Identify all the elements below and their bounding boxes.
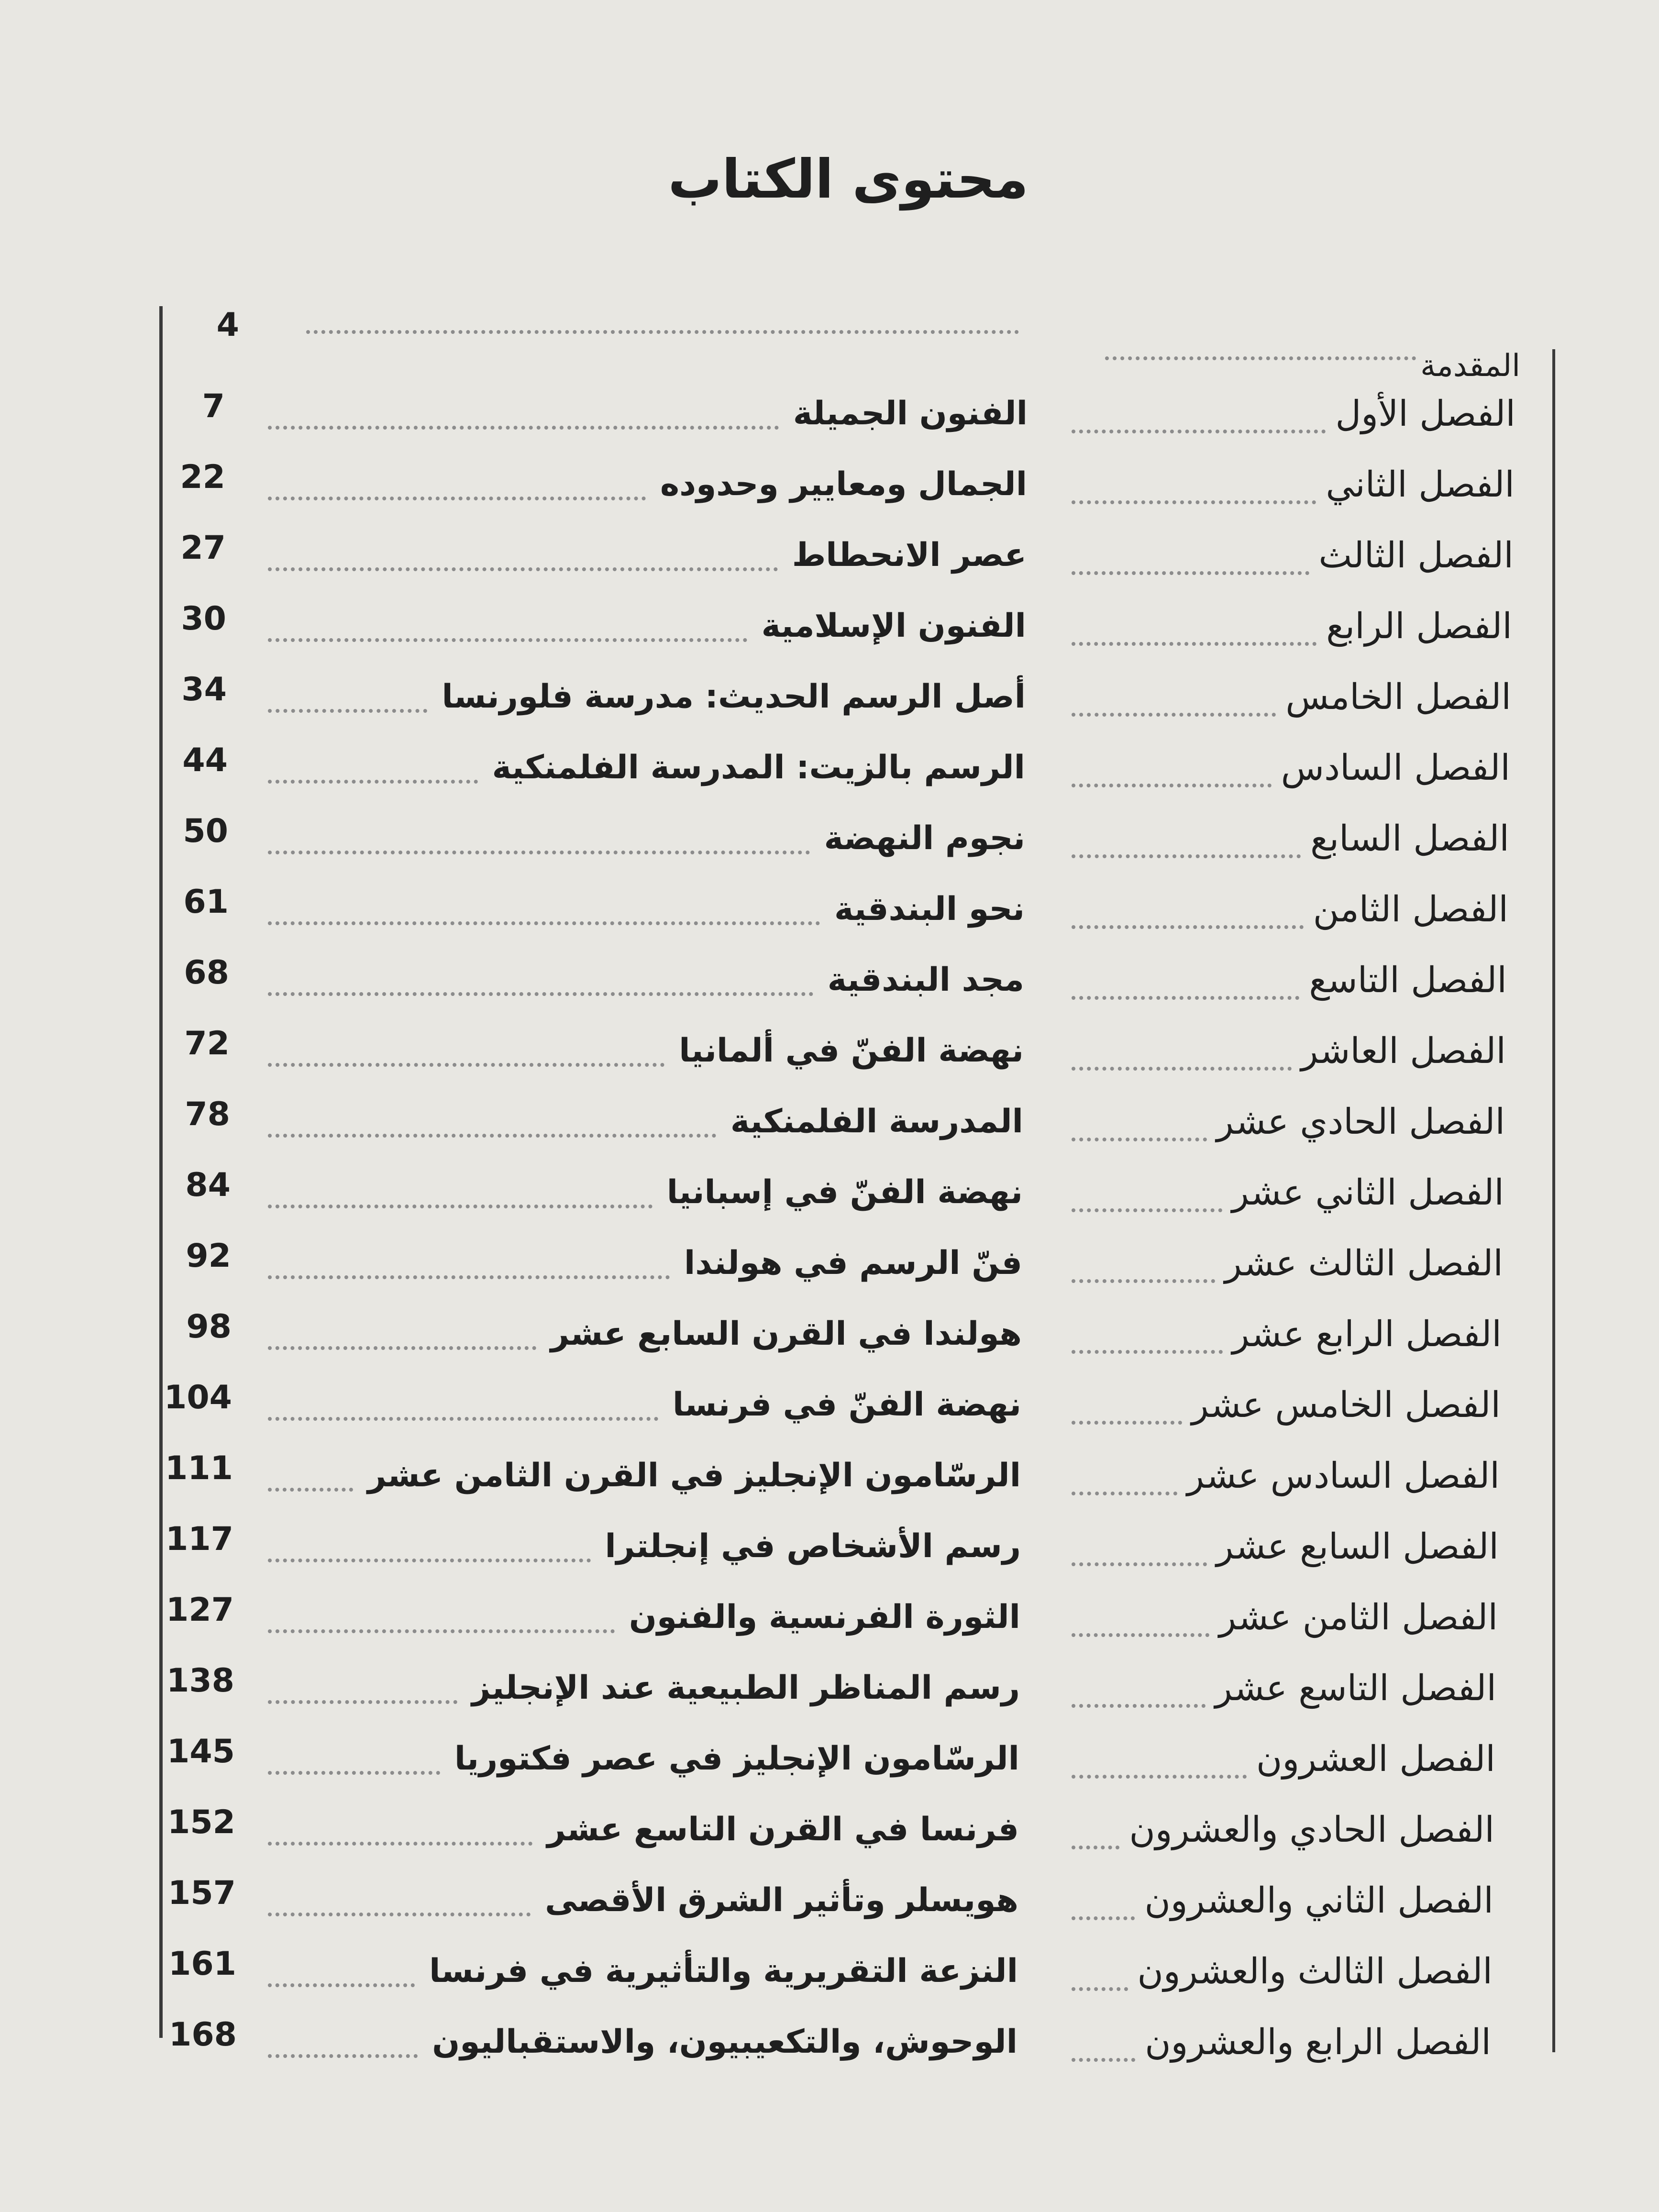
dot-leader [1072, 1067, 1292, 1071]
dot-leader [268, 497, 646, 500]
chapter-title: الرسّامون الإنجليز في عصر فكتوريا [454, 1740, 1019, 1778]
chapter-number-label: الفصل الثالث والعشرون [1137, 1951, 1493, 1992]
toc-row [0, 1652, 1659, 1724]
chapter-number-label: الفصل الحادي والعشرون [1129, 1809, 1494, 1850]
page-number: 22 [180, 458, 225, 496]
dot-leader [268, 1842, 532, 1846]
chapter-title: الوحوش، والتكعيبيون، والاستقباليون [432, 2023, 1018, 2061]
chapter-title: الثورة الفرنسية والفنون [629, 1598, 1020, 1636]
toc-row [0, 1369, 1659, 1441]
toc-row [0, 1511, 1659, 1582]
toc-row [0, 803, 1659, 874]
chapter-number-label: الفصل الثاني [1326, 464, 1515, 505]
chapter-number-label: الفصل الأول [1335, 393, 1515, 434]
dot-leader [268, 1346, 536, 1350]
chapter-number-label: الفصل الثامن [1313, 889, 1508, 930]
dot-leader [1072, 1279, 1215, 1283]
dot-leader [268, 780, 478, 784]
dot-leader [268, 2054, 418, 2058]
toc-row [0, 520, 1659, 591]
dot-leader [1072, 1704, 1206, 1708]
page-number: 98 [186, 1308, 232, 1346]
toc-row [0, 1228, 1659, 1299]
toc-row [0, 449, 1659, 520]
chapter-title: عصر الانحطاط [792, 536, 1027, 574]
toc-row [0, 944, 1659, 1016]
page-number: 61 [183, 883, 229, 921]
dot-leader [1072, 1421, 1182, 1425]
page-number: 161 [168, 1945, 236, 1983]
dot-leader [1072, 642, 1316, 646]
dot-leader [1072, 1916, 1135, 1920]
page-number: 50 [183, 812, 228, 850]
toc-row [0, 1723, 1659, 1795]
chapter-title: الفنون الجميلة [793, 395, 1028, 432]
toc-row [0, 732, 1659, 804]
chapter-number-label: الفصل السابع [1310, 818, 1509, 859]
page-number: 78 [185, 1095, 230, 1133]
page-number: 84 [185, 1166, 231, 1204]
chapter-number-label: الفصل الثاني عشر [1231, 1172, 1504, 1213]
chapter-title: نهضة الفنّ في فرنسا [672, 1386, 1021, 1424]
chapter-number-label: الفصل الثاني والعشرون [1144, 1880, 1493, 1921]
dot-leader [1072, 1775, 1247, 1779]
dot-leader [268, 709, 427, 713]
dot-leader [268, 1629, 615, 1633]
chapter-number-label: الفصل الرابع والعشرون [1145, 2022, 1491, 2063]
chapter-number-label: الفصل الثالث عشر [1225, 1243, 1503, 1284]
dot-leader [268, 1771, 440, 1775]
page-number: 117 [166, 1520, 233, 1558]
chapter-number-label: الفصل الحادي عشر [1216, 1101, 1505, 1142]
chapter-number-label: الفصل الرابع عشر [1232, 1314, 1502, 1355]
dot-leader [268, 1488, 353, 1492]
page-number: 104 [164, 1379, 232, 1416]
chapter-title: هويسلر وتأثير الشرق الأقصى [545, 1881, 1018, 1919]
chapter-title: رسم الأشخاص في إنجلترا [605, 1527, 1021, 1565]
dot-leader [268, 1063, 664, 1067]
dot-leader [306, 330, 1019, 334]
page-number: 44 [182, 741, 228, 779]
chapter-title: هولندا في القرن السابع عشر [550, 1315, 1022, 1353]
dot-leader [1072, 925, 1304, 929]
page-number: 127 [166, 1591, 234, 1629]
page-number: 27 [180, 529, 226, 567]
dot-leader [268, 1913, 531, 1916]
dot-leader [268, 921, 820, 925]
dot-leader [268, 992, 813, 996]
dot-leader [1072, 2058, 1135, 2062]
dot-leader [1072, 1633, 1209, 1637]
toc-row [0, 1936, 1659, 2007]
page-number: 72 [184, 1025, 230, 1062]
page-number: 138 [166, 1662, 234, 1700]
chapter-title: فرنسا في القرن التاسع عشر [547, 1811, 1019, 1848]
page-number: 34 [181, 671, 227, 708]
page-number: 7 [202, 387, 225, 425]
page-title: محتوى الكتاب [668, 148, 1029, 210]
page-number: 168 [169, 2016, 237, 2054]
page-number: 157 [168, 1874, 236, 1912]
chapter-title: الجمال ومعايير وحدوده [660, 465, 1027, 503]
page-number: 111 [165, 1449, 233, 1487]
dot-leader [268, 1275, 670, 1279]
chapter-number-label: الفصل الثامن عشر [1219, 1597, 1498, 1638]
dot-leader [1072, 1138, 1207, 1141]
toc-row [0, 874, 1659, 945]
page-number: 4 [216, 306, 239, 344]
chapter-number-label: الفصل التاسع عشر [1215, 1668, 1496, 1709]
dot-leader [268, 567, 778, 571]
dot-leader [1072, 713, 1276, 717]
toc-row [0, 2006, 1659, 2078]
chapter-number-label: الفصل السادس عشر [1187, 1455, 1500, 1496]
chapter-number-label: الفصل العاشر [1301, 1030, 1506, 1072]
chapter-number-label: الفصل الثالث [1318, 535, 1514, 576]
page-number: 145 [167, 1733, 235, 1770]
intro-label: المقدمة [1420, 348, 1520, 384]
chapter-title: رسم المناظر الطبيعية عند الإنجليز [472, 1669, 1020, 1707]
dot-leader [268, 1983, 415, 1987]
toc-row [0, 1015, 1659, 1087]
dot-leader [1072, 854, 1301, 858]
chapter-title: نجوم النهضة [824, 819, 1025, 857]
dot-leader [268, 851, 810, 854]
toc-row [0, 1440, 1659, 1512]
chapter-title: أصل الرسم الحديث: مدرسة فلورنسا [442, 678, 1026, 716]
toc-row [0, 1582, 1659, 1653]
page-number: 68 [184, 954, 229, 992]
dot-leader [1072, 1846, 1119, 1849]
chapter-title: الفنون الإسلامية [761, 607, 1026, 645]
dot-leader [1072, 1987, 1128, 1991]
toc-row [0, 1157, 1659, 1228]
page-number: 30 [181, 600, 226, 638]
dot-leader [1105, 356, 1416, 360]
toc-intro-row [0, 297, 1659, 384]
dot-leader [1072, 1492, 1177, 1495]
toc-row [0, 1865, 1659, 1936]
dot-leader [1072, 784, 1272, 787]
toc-row [0, 661, 1659, 733]
chapter-title: نحو البندقية [834, 890, 1025, 928]
chapter-title: فنّ الرسم في هولندا [684, 1244, 1022, 1282]
dot-leader [268, 1417, 658, 1421]
chapter-title: الرسّامون الإنجليز في القرن الثامن عشر [367, 1457, 1021, 1494]
dot-leader [1072, 571, 1309, 575]
dot-leader [1072, 996, 1299, 1000]
chapter-number-label: الفصل السادس [1281, 747, 1510, 788]
dot-leader [1072, 1562, 1207, 1566]
toc-row [0, 1086, 1659, 1158]
dot-leader [1072, 430, 1326, 433]
dot-leader [1072, 500, 1316, 504]
dot-leader [1072, 1350, 1223, 1354]
page-number: 152 [167, 1803, 235, 1841]
chapter-title: النزعة التقريرية والتأثيرية في فرنسا [429, 1952, 1018, 1990]
dot-leader [268, 1700, 457, 1704]
chapter-title: الرسم بالزيت: المدرسة الفلمنكية [492, 749, 1025, 786]
toc-row [0, 1794, 1659, 1866]
chapter-number-label: الفصل التاسع [1309, 960, 1507, 1001]
dot-leader [268, 1559, 591, 1562]
dot-leader [268, 1205, 653, 1208]
dot-leader [268, 426, 779, 430]
toc-row [0, 590, 1659, 662]
chapter-title: نهضة الفنّ في إسبانيا [666, 1173, 1023, 1211]
chapter-number-label: الفصل العشرون [1256, 1738, 1495, 1780]
page-number: 92 [186, 1237, 231, 1275]
toc-row [0, 1298, 1659, 1370]
chapter-number-label: الفصل السابع عشر [1216, 1526, 1499, 1567]
dot-leader [1072, 1208, 1222, 1212]
chapter-number-label: الفصل الخامس [1285, 676, 1511, 718]
toc-row [0, 378, 1659, 450]
dot-leader [268, 638, 747, 642]
chapter-title: مجد البندقية [827, 961, 1024, 999]
chapter-title: المدرسة الفلمنكية [730, 1103, 1023, 1140]
chapter-number-label: الفصل الخامس عشر [1191, 1384, 1501, 1426]
chapter-title: نهضة الفنّ في ألمانيا [679, 1032, 1024, 1070]
dot-leader [268, 1134, 716, 1138]
chapter-number-label: الفصل الرابع [1326, 606, 1512, 647]
